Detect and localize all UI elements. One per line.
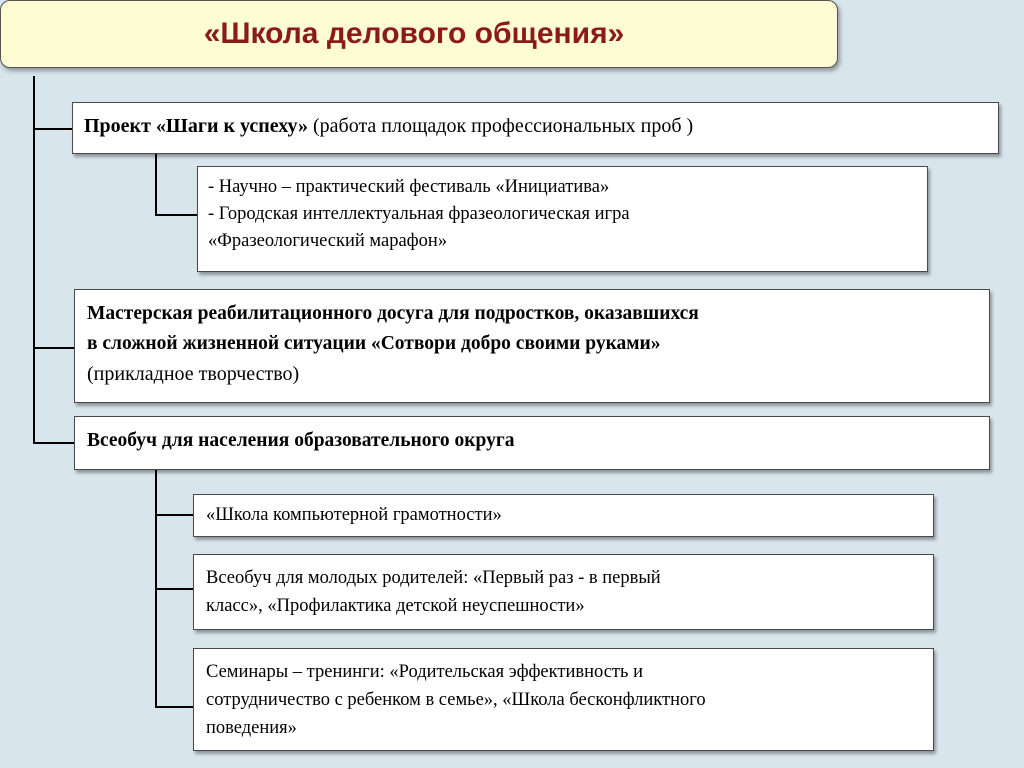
project-item: - Научно – практический фестиваль «Инициатива» (208, 177, 610, 197)
branch-to-computer (155, 514, 193, 516)
seminars-box (193, 648, 934, 751)
project-item: «Фразеологический марафон» (208, 231, 448, 251)
workshop-line: в сложной жизненной ситуации «Сотвори добро своими руками» (87, 333, 661, 354)
branch-to-parents (155, 588, 193, 590)
vseobuch-title: Всеобуч для населения образовательного округа (87, 430, 515, 451)
project-description: (работа площадок профессиональных проб ) (308, 115, 694, 137)
vseobuch-box (74, 416, 990, 470)
workshop-box (74, 289, 990, 403)
project-items-box (197, 166, 928, 272)
seminars-line: сотрудничество с ребенком в семье», «Школа бесконфликтного (206, 690, 706, 710)
parents-line: Всеобуч для молодых родителей: «Первый раз - в первый (206, 568, 661, 588)
page-title: «Школа делового общения» (203, 17, 625, 50)
workshop-line: (прикладное творчество) (87, 363, 300, 385)
seminars-line: Семинары – тренинги: «Родительская эффективность и (206, 662, 643, 682)
parents-box (193, 554, 934, 630)
computer-box (193, 494, 934, 537)
title-box (0, 0, 838, 68)
seminars-line: поведения» (206, 718, 297, 738)
project-sub-trunk (155, 154, 157, 216)
main-trunk-line (33, 76, 35, 444)
computer-text: «Школа компьютерной грамотности» (206, 505, 502, 525)
branch-to-project-items (155, 214, 197, 216)
branch-to-seminars (155, 706, 193, 708)
project-item: - Городская интеллектуальная фразеологическая игра (208, 204, 630, 224)
project-box (72, 102, 999, 154)
branch-to-workshop (33, 347, 75, 349)
project-name: Проект «Шаги к успеху» (84, 115, 308, 137)
branch-to-vseobuch (33, 442, 75, 444)
parents-line: класс», «Профилактика детской неуспешности» (206, 596, 585, 616)
workshop-line: Мастерская реабилитационного досуга для подростков, оказавшихся (87, 303, 699, 324)
project-text (84, 111, 998, 141)
branch-to-project (33, 128, 73, 130)
